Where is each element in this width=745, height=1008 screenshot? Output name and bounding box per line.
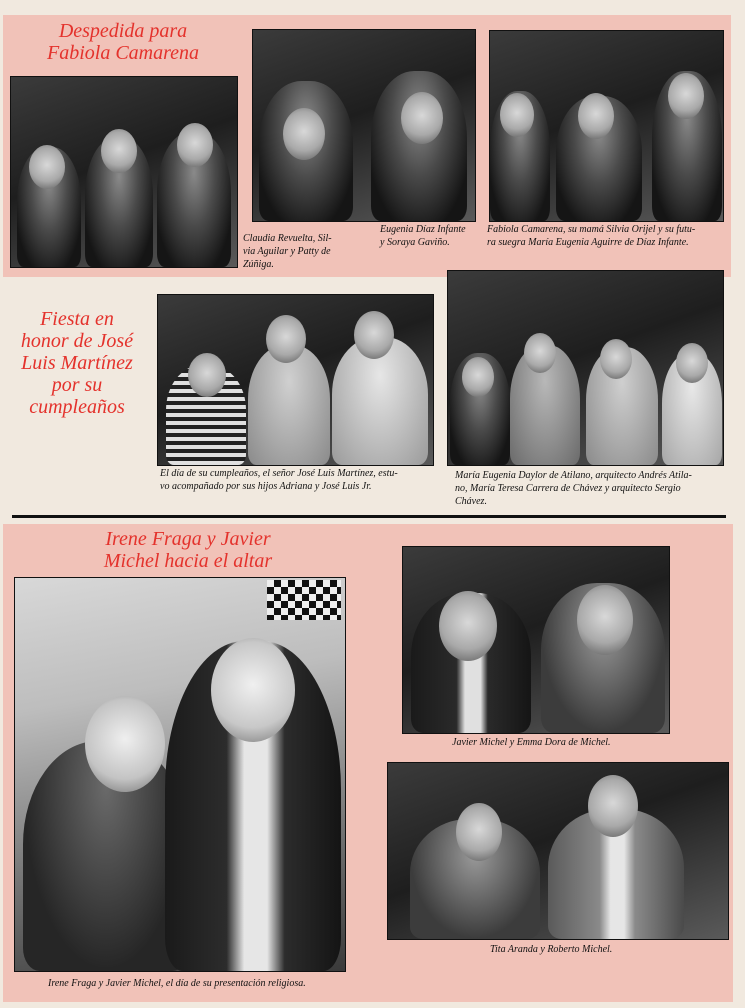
section3-title-line2: Michel hacia el altar	[103, 550, 273, 572]
photo-two-women	[252, 29, 476, 222]
photo-face	[500, 93, 534, 137]
photo-face	[211, 638, 295, 742]
photo-face	[101, 129, 137, 173]
photo-irene-javier	[14, 577, 346, 972]
section2-title-line2: honor de José	[20, 330, 134, 352]
caption-line: Fabiola Camarena, su mamá Silvia Orijel y su futu-	[487, 224, 696, 235]
photo-face	[188, 353, 226, 397]
photo-face	[577, 585, 633, 655]
caption-line: El día de su cumpleaños, el señor José Luis Martínez, estu-	[160, 468, 398, 479]
caption-line: via Aguilar y Patty de	[243, 245, 331, 257]
caption-line: ra suegra María Eugenia Aguirre de Díaz Infante.	[487, 236, 689, 248]
photo-face	[462, 357, 494, 397]
photo-face	[588, 775, 638, 837]
caption-line: Zúñiga.	[243, 258, 274, 270]
photo-face	[600, 339, 632, 379]
caption-line: Claudia Revuelta, Sil-	[243, 233, 332, 244]
section2-title-line1: Fiesta en	[40, 308, 114, 330]
section2-title-line3: Luis Martínez	[21, 352, 133, 374]
section1-title-line2: Fabiola Camarena	[46, 42, 200, 64]
section2-title-line4: por su	[51, 374, 103, 396]
photo-face	[266, 315, 306, 363]
section1-title	[12, 20, 234, 64]
photo-face	[85, 696, 165, 792]
caption-line: Irene Fraga y Javier Michel, el día de su presentación religiosa.	[48, 978, 306, 989]
photo-face	[456, 803, 502, 861]
photo-checkered-wall	[267, 580, 341, 620]
caption-tita-roberto	[490, 944, 710, 957]
caption-line: Tita Aranda y Roberto Michel.	[490, 944, 613, 955]
section2-title	[6, 308, 148, 418]
section-divider	[12, 515, 726, 518]
photo-face	[401, 92, 443, 144]
caption-irene-javier	[48, 978, 368, 991]
photo-three-women	[10, 76, 238, 268]
photo-jose-luis-martinez	[157, 294, 434, 466]
caption-line: y Soraya Gaviño.	[380, 236, 450, 248]
photo-face	[354, 311, 394, 359]
photo-face	[177, 123, 213, 167]
photo-face	[29, 145, 65, 189]
photo-face	[578, 93, 614, 139]
section3-title	[70, 528, 306, 572]
caption-line: María Eugenia Daylor de Atilano, arquitecto Andrés Atila-	[455, 470, 692, 481]
photo-face	[676, 343, 708, 383]
photo-face	[439, 591, 497, 661]
caption-eugenia-diaz	[380, 224, 480, 250]
caption-javier-emma-michel	[452, 737, 712, 750]
photo-atilano-chavez	[447, 270, 724, 466]
photo-face	[668, 73, 704, 119]
caption-line: Javier Michel y Emma Dora de Michel.	[452, 737, 611, 748]
photo-fabiola-family	[489, 30, 724, 222]
caption-line: Chávez.	[455, 495, 487, 507]
caption-line: no, María Teresa Carrera de Chávez y arquitecto Sergio	[455, 482, 681, 494]
photo-tita-roberto	[387, 762, 729, 940]
section1-title-line1: Despedida para	[58, 20, 188, 42]
photo-face	[283, 108, 325, 160]
caption-fabiola-camarena	[487, 224, 732, 250]
caption-line: Eugenia Díaz Infante	[380, 224, 466, 235]
photo-face	[524, 333, 556, 373]
caption-jose-luis-birthday	[160, 468, 435, 494]
photo-figure	[248, 345, 330, 465]
section3-title-line1: Irene Fraga y Javier	[105, 528, 271, 550]
photo-javier-emma-michel	[402, 546, 670, 734]
caption-atilano-chavez	[455, 470, 725, 508]
section2-title-line5: cumpleaños	[29, 396, 125, 418]
caption-line: vo acompañado por sus hijos Adriana y José Luis Jr.	[160, 480, 372, 492]
caption-claudia-revuelta	[243, 233, 353, 271]
